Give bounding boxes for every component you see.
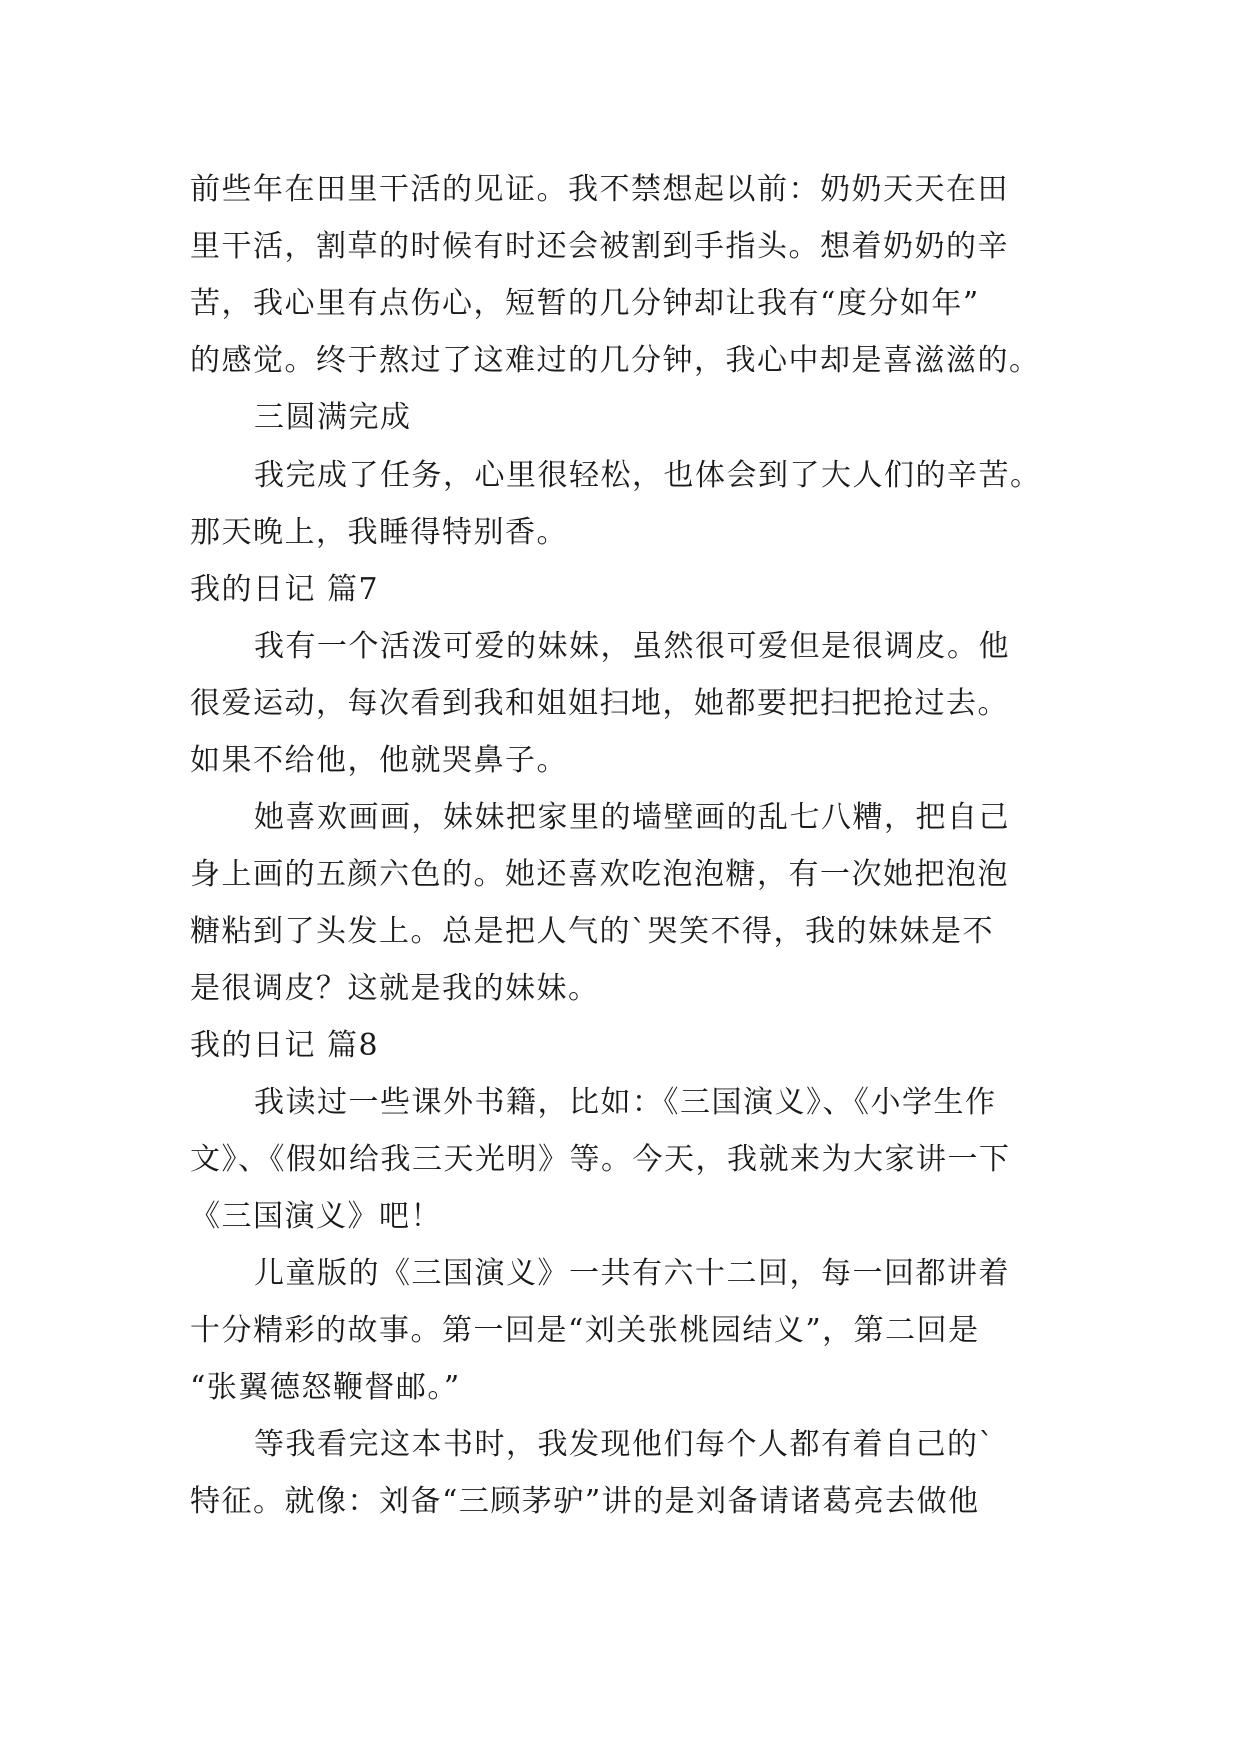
text-line: 里干活，割草的时候有时还会被割到手指头。想着奶奶的辛 — [190, 229, 1009, 264]
text-line: 前些年在田里干活的见证。我不禁想起以前：奶奶天天在田 — [190, 172, 1009, 207]
text-line: 糖粘到了头发上。总是把人气的`哭笑不得，我的妹妹是不 — [190, 914, 994, 949]
text-line: 的感觉。终于熬过了这难过的几分钟，我心中却是喜滋滋的。 — [190, 343, 1041, 378]
text-line: 很爱运动，每次看到我和姐姐扫地，她都要把扫把抢过去。 — [190, 686, 1009, 721]
text-line: 如果不给他，他就哭鼻子。 — [190, 743, 568, 778]
text-line: 她喜欢画画，妹妹把家里的墙壁画的乱七八糟，把自己 — [254, 800, 1010, 835]
text-line: 儿童版的《三国演义》一共有六十二回，每一回都讲着 — [254, 1256, 1010, 1291]
text-line: 我完成了任务，心里很轻松，也体会到了大人们的辛苦。 — [254, 458, 1042, 493]
text-line: 等我看完这本书时，我发现他们每个人都有着自己的` — [254, 1427, 995, 1462]
section-heading: 三圆满完成 — [254, 400, 412, 435]
text-line: 是很调皮？这就是我的妹妹。 — [190, 971, 600, 1006]
text-line: “张翼德怒鞭督邮。” — [190, 1370, 461, 1405]
text-line: 那天晚上，我睡得特别香。 — [190, 515, 568, 550]
text-line: 文》、《假如给我三天光明》等。今天，我就来为大家讲一下 — [190, 1142, 1011, 1177]
entry-title: 我的日记 篇7 — [190, 572, 380, 607]
text-line: 特征。就像：刘备“三顾茅驴”讲的是刘备请诸葛亮去做他 — [190, 1484, 980, 1519]
text-line: 十分精彩的故事。第一回是“刘关张桃园结义”，第二回是 — [190, 1313, 980, 1348]
text-line: 我有一个活泼可爱的妹妹，虽然很可爱但是很调皮。他 — [254, 629, 1010, 664]
text-line: 苦，我心里有点伤心，短暂的几分钟却让我有“度分如年” — [190, 286, 980, 321]
text-line: 身上画的五颜六色的。她还喜欢吃泡泡糖，有一次她把泡泡 — [190, 857, 1009, 892]
text-line: 《三国演义》吧！ — [190, 1199, 442, 1234]
entry-title: 我的日记 篇8 — [190, 1028, 380, 1063]
text-line: 我读过一些课外书籍，比如：《三国演义》、《小学生作 — [254, 1085, 997, 1120]
